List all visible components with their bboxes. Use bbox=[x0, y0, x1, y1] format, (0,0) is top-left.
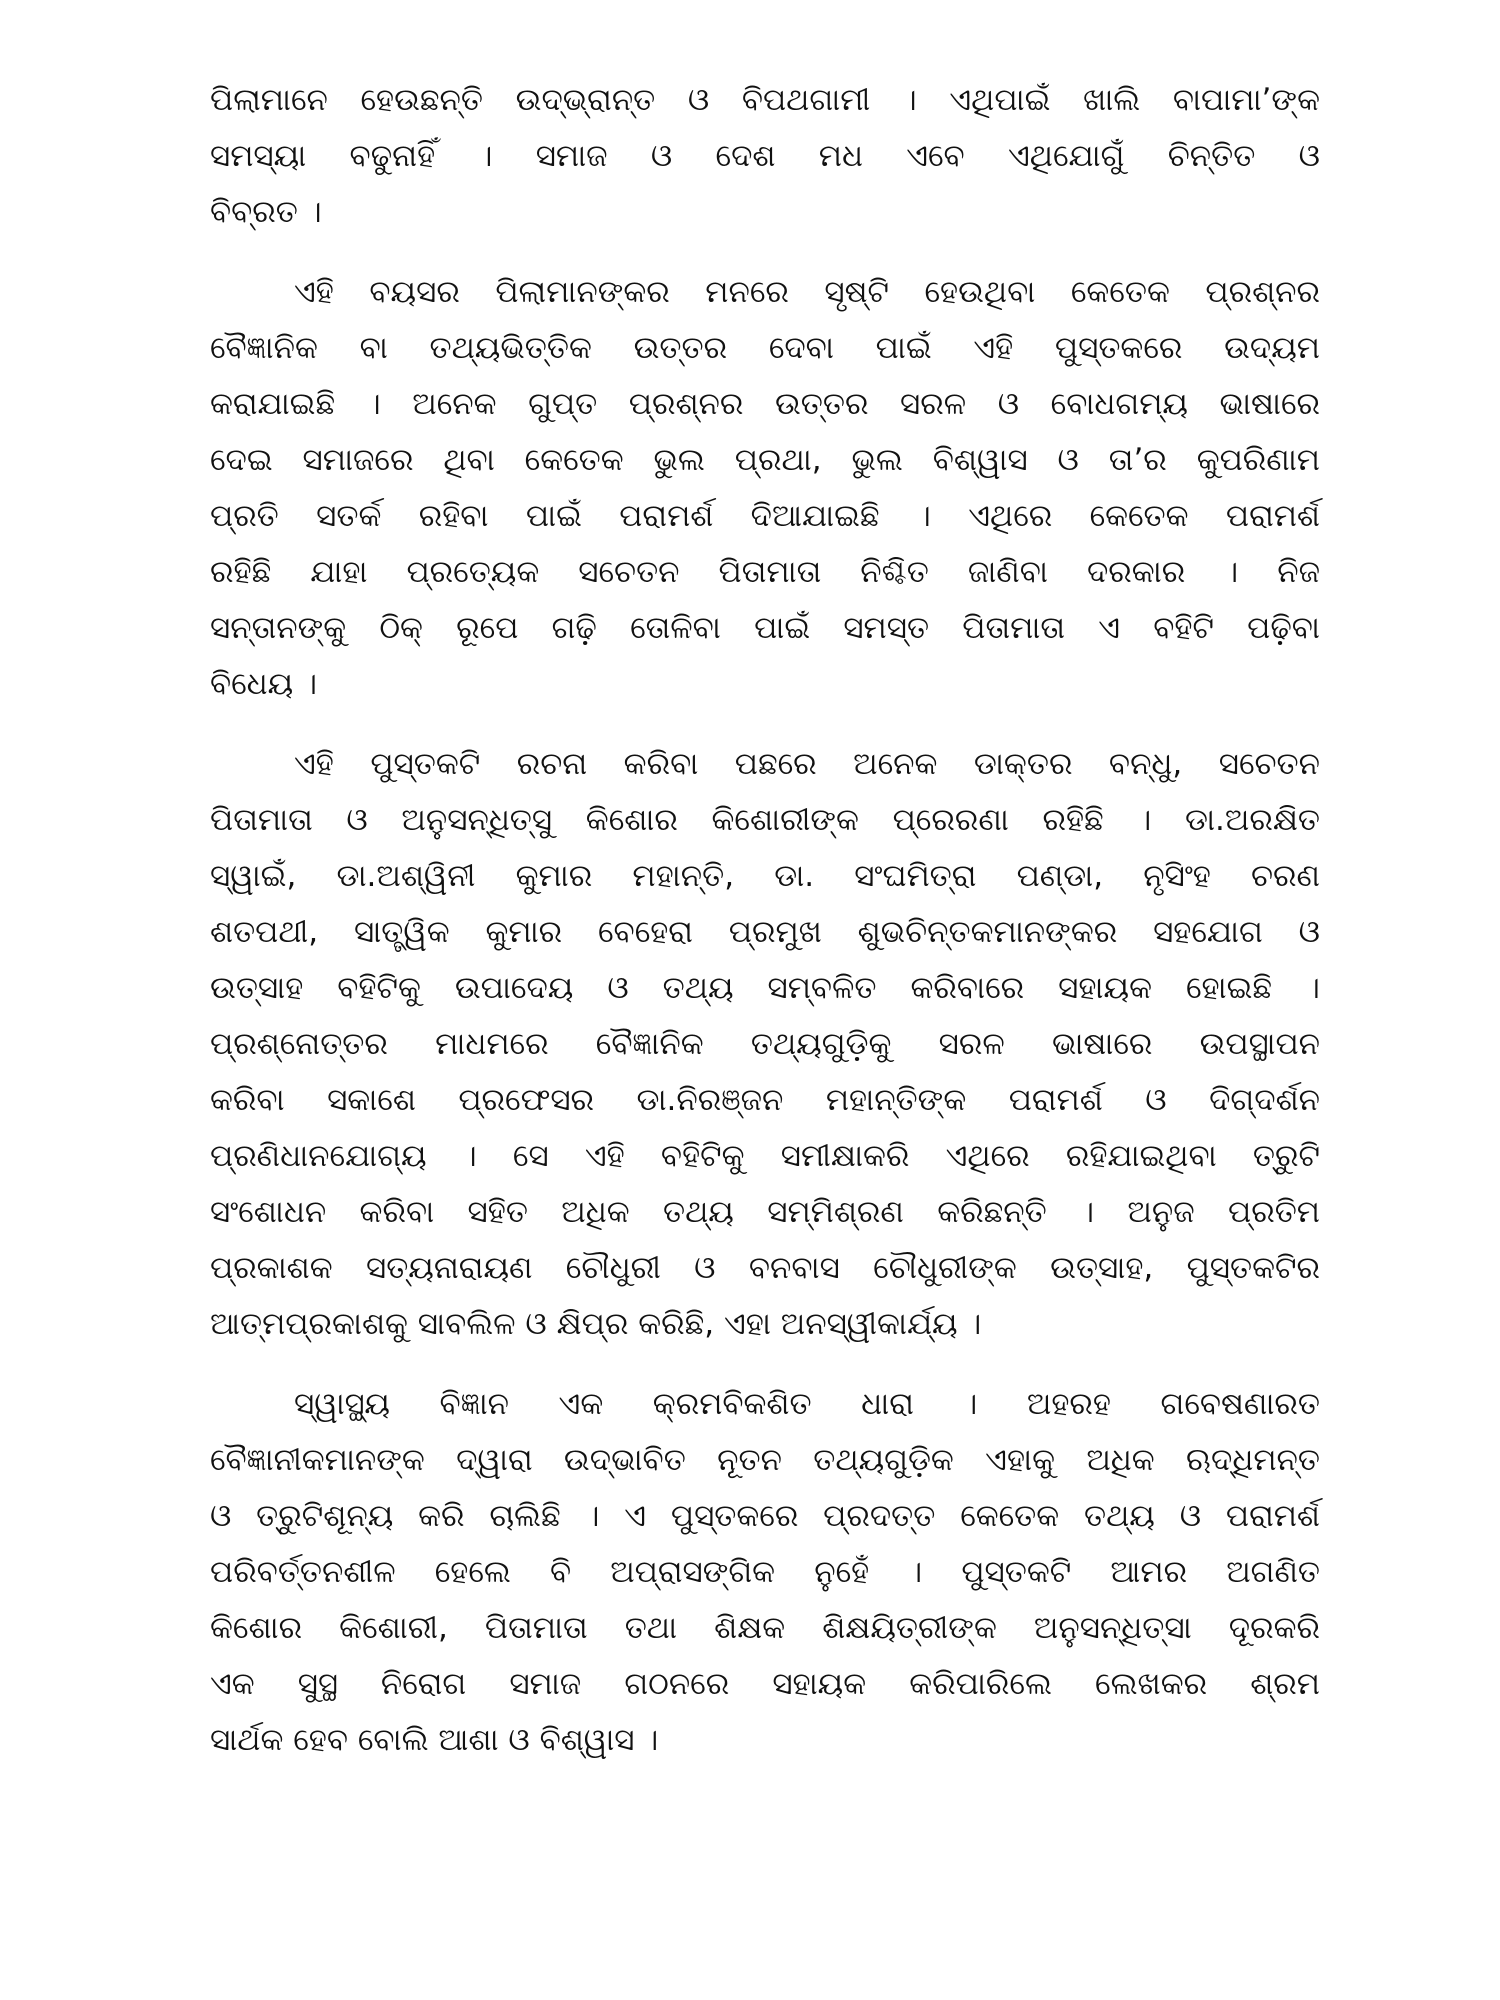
text-line: ଦେଇ ସମାଜରେ ଥିବା କେତେକ ଭୁଲ ପ୍ରଥା, ଭୁଲ ବିଶ୍ୱାସ ଓ ତା’ର କୁପରିଣାମ bbox=[210, 442, 1320, 478]
text-line: ବୈଜ୍ଞାନିକ ବା ତଥ୍ୟଭିତ୍ତିକ ଉତ୍ତର ଦେବା ପାଇଁ ଏହି ପୁସ୍ତକରେ ଉଦ୍ୟମ bbox=[210, 330, 1320, 366]
text-line: ଏହି ବୟସର ପିଲାମାନଙ୍କର ମନରେ ସୃଷ୍ଟି ହେଉଥିବା କେତେକ ପ୍ରଶ୍ନର bbox=[294, 274, 1320, 310]
text-line: ସ୍ୱାସ୍ଥ୍ୟ ବିଜ୍ଞାନ ଏକ କ୍ରମବିକଶିତ ଧାରା । ଅହରହ ଗବେଷଣାରତ bbox=[294, 1386, 1320, 1422]
text-line: ପ୍ରତି ସତର୍କ ରହିବା ପାଇଁ ପରାମର୍ଶ ଦିଆଯାଇଛି । ଏଥିରେ କେତେକ ପରାମର୍ଶ bbox=[210, 498, 1320, 534]
text-line: ବୈଜ୍ଞାନୀକମାନଙ୍କ ଦ୍ୱାରା ଉଦ୍ଭାବିତ ନୂତନ ତଥ୍ୟଗୁଡ଼ିକ ଏହାକୁ ଅଧିକ ଋଦ୍ଧିମନ୍ତ bbox=[210, 1442, 1320, 1478]
text-line: ପ୍ରଣିଧାନଯୋଗ୍ୟ । ସେ ଏହି ବହିଟିକୁ ସମୀକ୍ଷାକରି ଏଥିରେ ରହିଯାଇଥିବା ତ୍ରୁଟି bbox=[210, 1138, 1320, 1174]
text-line: ବିବ୍ରତ । bbox=[210, 194, 322, 230]
text-line: ସ୍ୱାଇଁ, ଡା.ଅଶ୍ୱିନୀ କୁମାର ମହାନ୍ତି, ଡା. ସଂଘମିତ୍ରା ପଣ୍ଡା, ନୃସିଂହ ଚରଣ bbox=[210, 858, 1320, 894]
paragraph-1 bbox=[210, 72, 1320, 240]
text-line: କରାଯାଇଛି । ଅନେକ ଗୁପ୍ତ ପ୍ରଶ୍ନର ଉତ୍ତର ସରଳ ଓ ବୋଧଗମ୍ୟ ଭାଷାରେ bbox=[210, 386, 1320, 422]
text-line: ଉତ୍ସାହ ବହିଟିକୁ ଉପାଦେୟ ଓ ତଥ୍ୟ ସମ୍ବଳିତ କରିବାରେ ସହାୟକ ହୋଇଛି । bbox=[210, 970, 1320, 1006]
text-line: ବିଧେୟ । bbox=[210, 666, 318, 702]
text-line: ଏହି ପୁସ୍ତକଟି ରଚନା କରିବା ପଛରେ ଅନେକ ଡାକ୍ତର ବନ୍ଧୁ, ସଚେତନ bbox=[294, 746, 1320, 782]
text-line: ପିଲାମାନେ ହେଉଛନ୍ତି ଉଦ୍‌ଭ୍ରାନ୍ତ ଓ ବିପଥଗାମୀ । ଏଥିପାଇଁ ଖାଲି ବାପାମା’ଙ୍କ bbox=[210, 82, 1320, 118]
text-line: ଓ ତ୍ରୁଟିଶୂନ୍ୟ କରି ଚାଲିଛି । ଏ ପୁସ୍ତକରେ ପ୍ରଦତ୍ତ କେତେକ ତଥ୍ୟ ଓ ପରାମର୍ଶ bbox=[210, 1498, 1320, 1534]
text-line: ଆତ୍ମପ୍ରକାଶକୁ ସାବଲିଳ ଓ କ୍ଷିପ୍ର କରିଛି, ଏହା ଅନସ୍ୱୀକାର୍ଯ୍ୟ । bbox=[210, 1306, 982, 1342]
text-line: ସାର୍ଥକ ହେବ ବୋଲି ଆଶା ଓ ବିଶ୍ୱାସ । bbox=[210, 1722, 659, 1758]
text-line: ଏକ ସୁସ୍ଥ ନିରୋଗ ସମାଜ ଗଠନରେ ସହାୟକ କରିପାରିଲେ ଲେଖକର ଶ୍ରମ bbox=[210, 1666, 1320, 1702]
text-line: ପ୍ରକାଶକ ସତ୍ୟନାରାୟଣ ଚୌଧୁରୀ ଓ ବନବାସ ଚୌଧୁରୀଙ୍କ ଉତ୍ସାହ, ପୁସ୍ତକଟିର bbox=[210, 1250, 1320, 1286]
text-line: ପରିବର୍ତ୍ତନଶୀଳ ହେଲେ ବି ଅପ୍ରାସଙ୍ଗିକ ନୁହେଁ । ପୁସ୍ତକଟି ଆମର ଅଗଣିତ bbox=[210, 1554, 1320, 1590]
text-line: ପ୍ରଶ୍ନୋତ୍ତର ମାଧମରେ ବୈଜ୍ଞାନିକ ତଥ୍ୟଗୁଡ଼ିକୁ ସରଳ ଭାଷାରେ ଉପସ୍ଥାପନ bbox=[210, 1026, 1320, 1062]
text-line: କିଶୋର କିଶୋରୀ, ପିତାମାତା ତଥା ଶିକ୍ଷକ ଶିକ୍ଷୟିତ୍ରୀଙ୍କ ଅନୁସନ୍ଧିତ୍ସା ଦୂରକରି bbox=[210, 1610, 1320, 1646]
text-line: ପିତାମାତା ଓ ଅନୁସନ୍ଧିତ୍ସୁ କିଶୋର କିଶୋରୀଙ୍କ ପ୍ରେରଣା ରହିଛି । ଡା.ଅରକ୍ଷିତ bbox=[210, 802, 1320, 838]
paragraph-2 bbox=[210, 264, 1320, 712]
text-line: ସଂଶୋଧନ କରିବା ସହିତ ଅଧିକ ତଥ୍ୟ ସମ୍ମିଶ୍ରଣ କରିଛନ୍ତି । ଅନୁଜ ପ୍ରତିମ bbox=[210, 1194, 1320, 1230]
document-page bbox=[210, 72, 1320, 1792]
paragraph-4 bbox=[210, 1376, 1320, 1768]
text-line: କରିବା ସକାଶେ ପ୍ରଫେସର ଡା.ନିରଞ୍ଜନ ମହାନ୍ତିଙ୍କ ପରାମର୍ଶ ଓ ଦିଗ୍‌ଦର୍ଶନ bbox=[210, 1082, 1320, 1118]
paragraph-3 bbox=[210, 736, 1320, 1352]
text-line: ସନ୍ତାନଙ୍କୁ ଠିକ୍ ରୂପେ ଗଢ଼ି ତୋଳିବା ପାଇଁ ସମସ୍ତ ପିତାମାତା ଏ ବହିଟି ପଢ଼ିବା bbox=[210, 610, 1320, 646]
text-line: ରହିଛି ଯାହା ପ୍ରତ୍ୟେକ ସଚେତନ ପିତାମାତା ନିଶ୍ଚିତ ଜାଣିବା ଦରକାର । ନିଜ bbox=[210, 554, 1320, 590]
text-line: ସମସ୍ୟା ବଢୁନାହିଁ । ସମାଜ ଓ ଦେଶ ମଧ ଏବେ ଏଥିଯୋଗୁଁ ଚିନ୍ତିତ ଓ bbox=[210, 138, 1320, 174]
text-line: ଶତପଥୀ, ସାତ୍ତ୍ୱିକ କୁମାର ବେହେରା ପ୍ରମୁଖ ଶୁଭଚିନ୍ତକମାନଙ୍କର ସହଯୋଗ ଓ bbox=[210, 914, 1320, 950]
